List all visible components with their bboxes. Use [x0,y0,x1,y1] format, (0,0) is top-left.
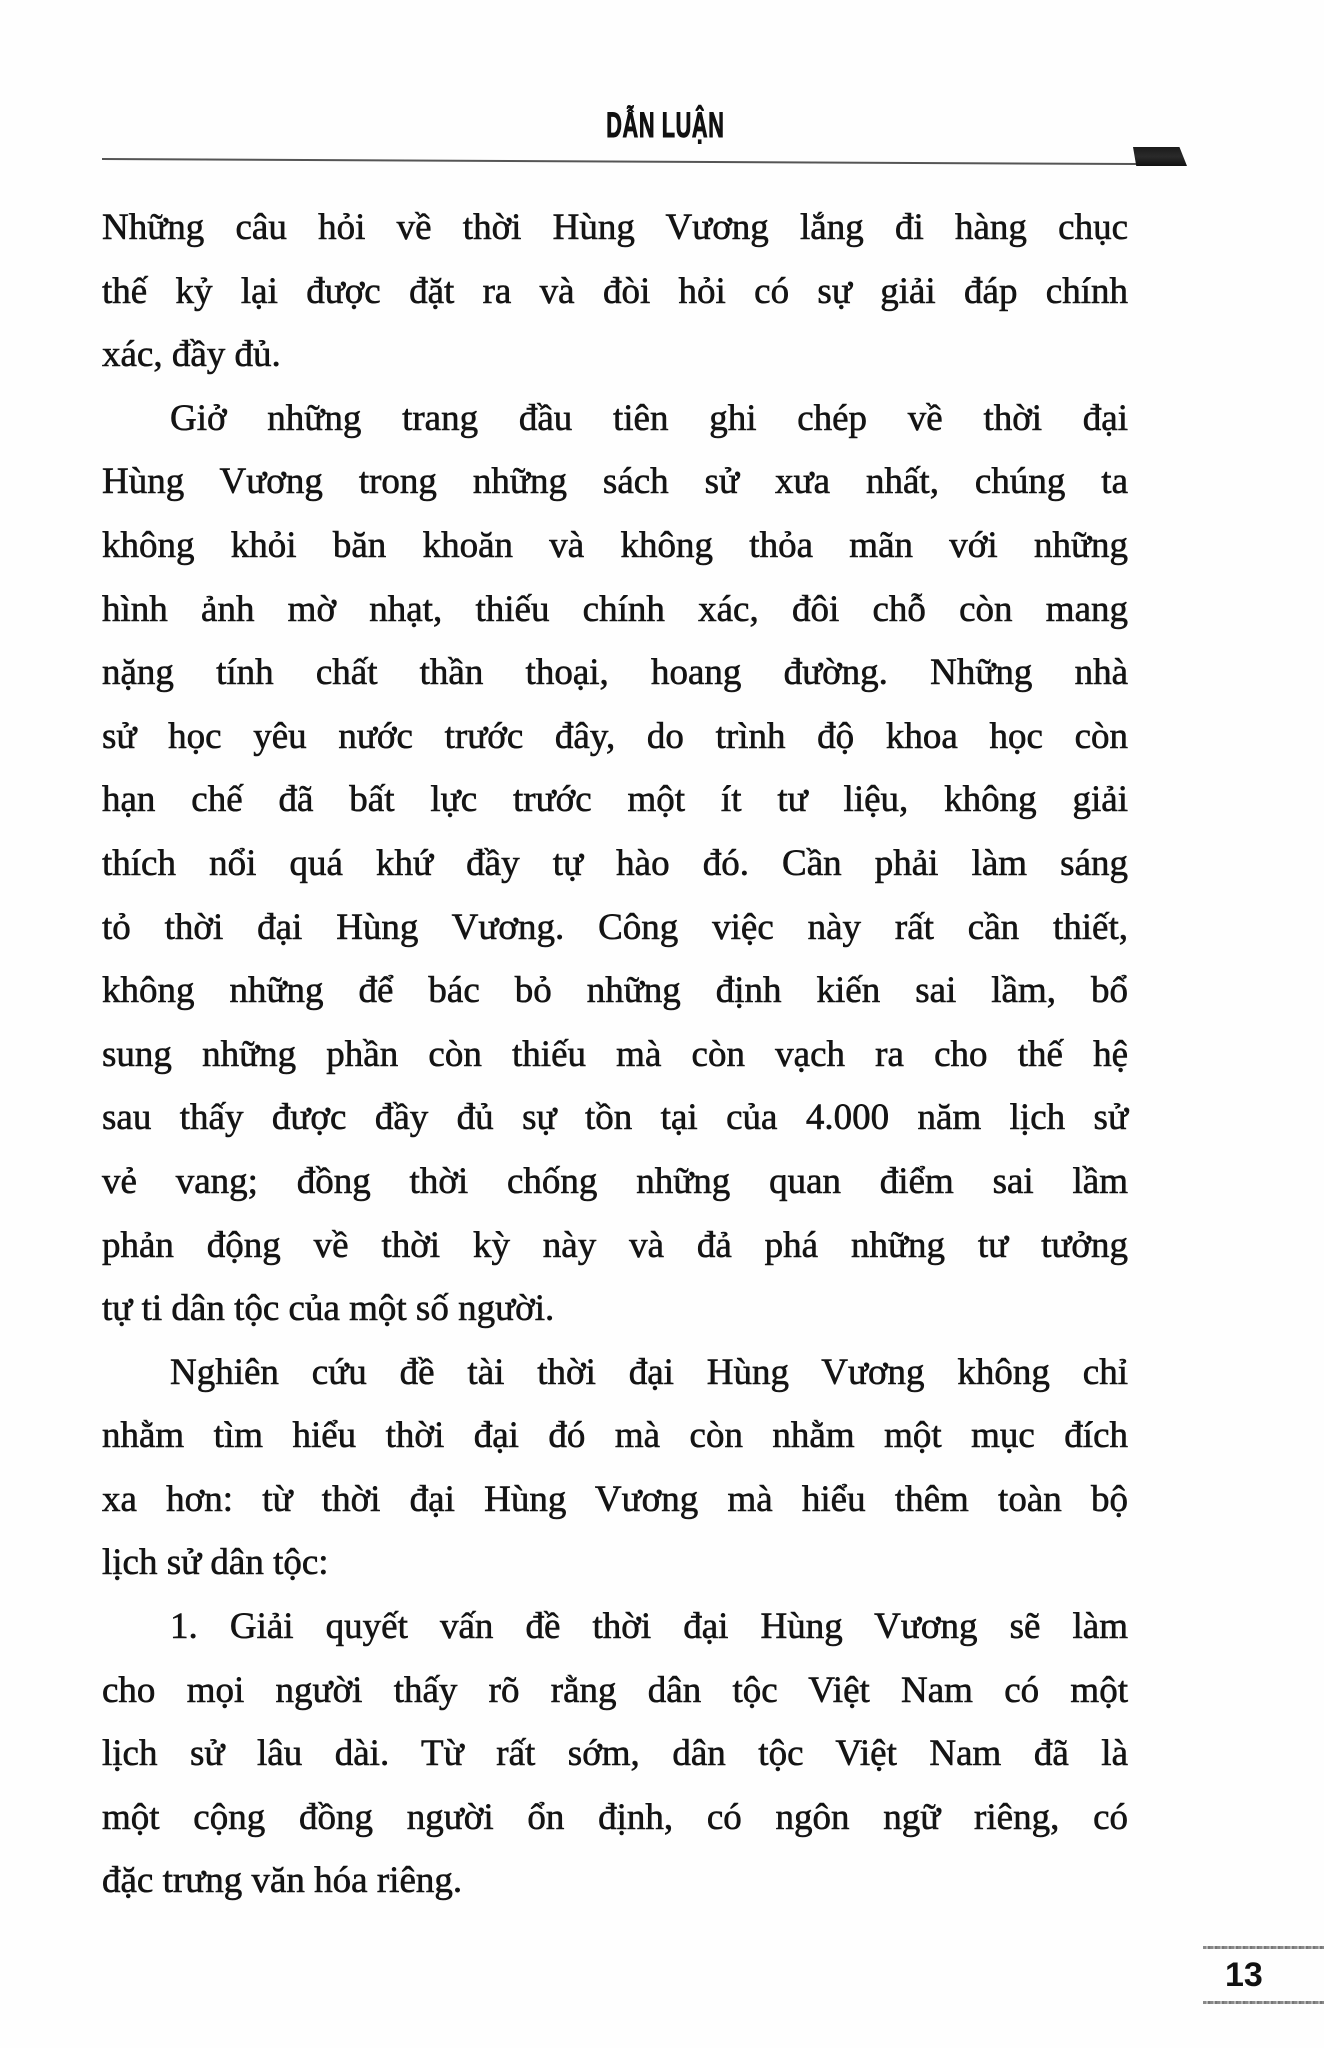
text-line: sung những phần còn thiếu mà còn vạch ra cho thế hệ [102,1033,1128,1075]
chapter-title: DẪN LUẬN [605,106,725,145]
page-number: 13 [1225,1956,1263,1994]
text-line: Hùng Vương trong những sách sử xưa nhất, chúng ta [102,461,1128,503]
running-head [0,104,1324,148]
text-line: đặc trưng văn hóa riêng. [102,1860,463,1902]
text-line: nặng tính chất thần thoại, hoang đường. Những nhà [102,652,1128,694]
page-number-box [1203,1946,1324,2002]
text-line: thích nổi quá khứ đầy tự hào đó. Cần phải làm sáng [102,842,1128,884]
text-line: không những để bác bỏ những định kiến sai lầm, bổ [102,970,1128,1012]
text-line: lịch sử dân tộc: [102,1542,329,1584]
text-line: nhằm tìm hiểu thời đại đó mà còn nhằm một mục đích [102,1415,1128,1457]
folio-rule-top [1203,1946,1324,1949]
header-tab-marker [1133,147,1187,166]
text-line: hạn chế đã bất lực trước một ít tư liệu, không giải [102,779,1128,821]
text-line: phản động về thời kỳ này và đả phá những tư tưởng [102,1224,1128,1266]
list-item-first-line: 1. Giải quyết vấn đề thời đại Hùng Vương sẽ làm [170,1606,1128,1648]
text-line: hình ảnh mờ nhạt, thiếu chính xác, đôi chỗ còn mang [102,588,1128,630]
header-rule [102,158,1136,165]
text-line: sử học yêu nước trước đây, do trình độ khoa học còn [102,715,1128,757]
text-line: sau thấy được đầy đủ sự tồn tại của 4.000 năm lịch sử [102,1097,1128,1139]
text-line: không khỏi băn khoăn và không thỏa mãn với những [102,524,1128,566]
folio-rule-bottom [1203,2001,1324,2004]
text-line: lịch sử lâu dài. Từ rất sớm, dân tộc Việt Nam đã là [102,1733,1128,1775]
paragraph-first-line: Giở những trang đầu tiên ghi chép về thời đại [170,397,1128,439]
text-line: một cộng đồng người ổn định, có ngôn ngữ riêng, có [102,1796,1128,1838]
text-line: tự ti dân tộc của một số người. [102,1288,555,1330]
text-line: thế kỷ lại được đặt ra và đòi hỏi có sự giải đáp chính [102,270,1128,312]
text-line: xác, đầy đủ. [102,334,281,376]
text-line: vẻ vang; đồng thời chống những quan điểm sai lầm [102,1160,1128,1202]
body-text [102,196,1128,1913]
paragraph-first-line: Nghiên cứu đề tài thời đại Hùng Vương không chỉ [170,1351,1128,1393]
text-line: cho mọi người thấy rõ rằng dân tộc Việt Nam có một [102,1669,1128,1711]
text-line: xa hơn: từ thời đại Hùng Vương mà hiểu thêm toàn bộ [102,1478,1128,1520]
text-line: Những câu hỏi về thời Hùng Vương lắng đi hàng chục [102,207,1128,248]
text-line: tỏ thời đại Hùng Vương. Công việc này rất cần thiết, [102,906,1128,948]
